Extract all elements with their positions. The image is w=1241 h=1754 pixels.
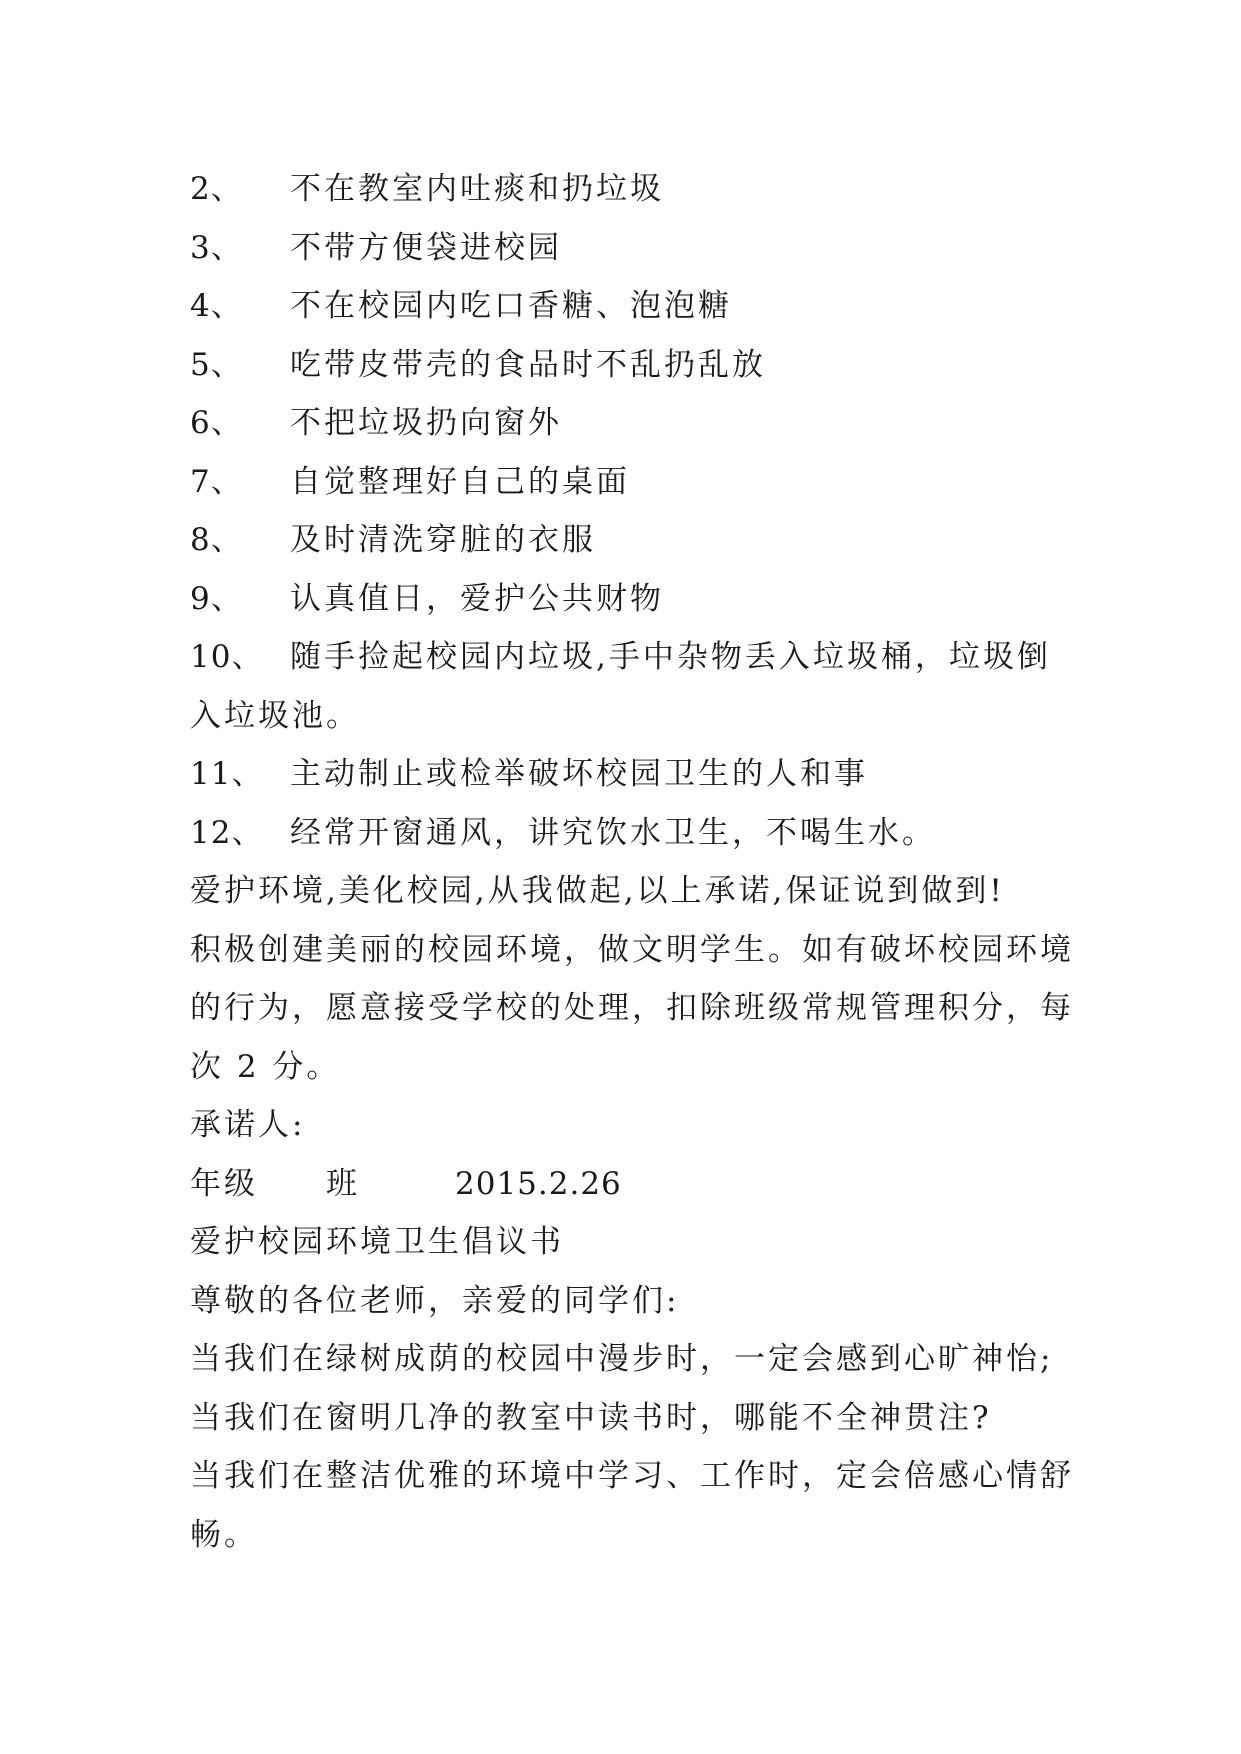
item-number: 12、	[190, 814, 264, 851]
list-item	[190, 277, 1070, 336]
item-text: 认真值日，爱护公共财物	[290, 580, 664, 617]
list-item	[190, 394, 1070, 453]
list-item	[190, 336, 1070, 395]
item-text: 经常开窗通风，讲究饮水卫生，不喝生水。	[290, 814, 936, 851]
item-number: 5、	[190, 346, 243, 383]
signature-line	[190, 1155, 1070, 1214]
document-page	[190, 160, 1074, 1564]
signature-date: 2015.2.26	[455, 1165, 622, 1202]
item-text: 不在校园内吃口香糖、泡泡糖	[290, 288, 732, 324]
item-text: 主动制止或检举破坏校园卫生的人和事	[290, 756, 868, 792]
item-number: 11、	[190, 756, 264, 792]
item-text: 及时清洗穿脏的衣服	[290, 522, 596, 558]
list-item	[190, 628, 1070, 687]
list-item	[190, 745, 1070, 804]
pledge-line: 爱护环境,美化校园,从我做起,以上承诺,保证说到做到!	[190, 873, 1005, 909]
item-text: 随手捡起校园内垃圾,手中杂物丢入垃圾桶，垃圾倒	[290, 639, 1051, 675]
class-label: 班	[326, 1165, 360, 1202]
list-item	[190, 219, 1070, 278]
pledge-line: 积极创建美丽的校园环境，做文明学生。如有破坏校园环境	[190, 931, 1074, 968]
proposal-title: 爱护校园环境卫生倡议书	[190, 1224, 564, 1260]
item-text: 入垃圾池。	[190, 697, 360, 734]
item-number: 8、	[190, 522, 243, 558]
list-item	[190, 570, 1070, 629]
grade-label: 年级	[190, 1165, 258, 1202]
item-text: 吃带皮带壳的食品时不乱扔乱放	[290, 346, 766, 383]
item-text: 不带方便袋进校园	[290, 229, 562, 266]
item-number: 7、	[190, 463, 243, 500]
signature-label: 承诺人:	[190, 1107, 306, 1143]
proposal-salutation: 尊敬的各位老师，亲爱的同学们:	[190, 1282, 680, 1319]
item-number: 9、	[190, 580, 243, 617]
item-number: 3、	[190, 229, 243, 266]
list-item	[190, 511, 1070, 570]
item-number: 4、	[190, 288, 243, 324]
proposal-paragraph: 畅。	[190, 1516, 258, 1553]
item-text: 自觉整理好自己的桌面	[290, 463, 630, 500]
pledge-line: 次 2 分。	[190, 1048, 341, 1085]
item-number: 6、	[190, 405, 243, 441]
item-text: 不把垃圾扔向窗外	[290, 405, 562, 441]
proposal-paragraph: 当我们在绿树成荫的校园中漫步时，一定会感到心旷神怡;	[190, 1341, 1054, 1377]
proposal-paragraph: 当我们在窗明几净的教室中读书时，哪能不全神贯注?	[190, 1399, 992, 1436]
proposal-paragraph: 当我们在整洁优雅的环境中学习、工作时，定会倍感心情舒	[190, 1458, 1074, 1494]
list-item	[190, 160, 1070, 219]
list-item-continuation	[190, 687, 1070, 746]
item-number: 2、	[190, 171, 243, 207]
item-text: 不在教室内吐痰和扔垃圾	[290, 171, 664, 207]
list-item	[190, 453, 1070, 512]
list-item	[190, 804, 1070, 863]
pledge-line: 的行为，愿意接受学校的处理，扣除班级常规管理积分，每	[190, 990, 1074, 1026]
item-number: 10、	[190, 639, 264, 675]
